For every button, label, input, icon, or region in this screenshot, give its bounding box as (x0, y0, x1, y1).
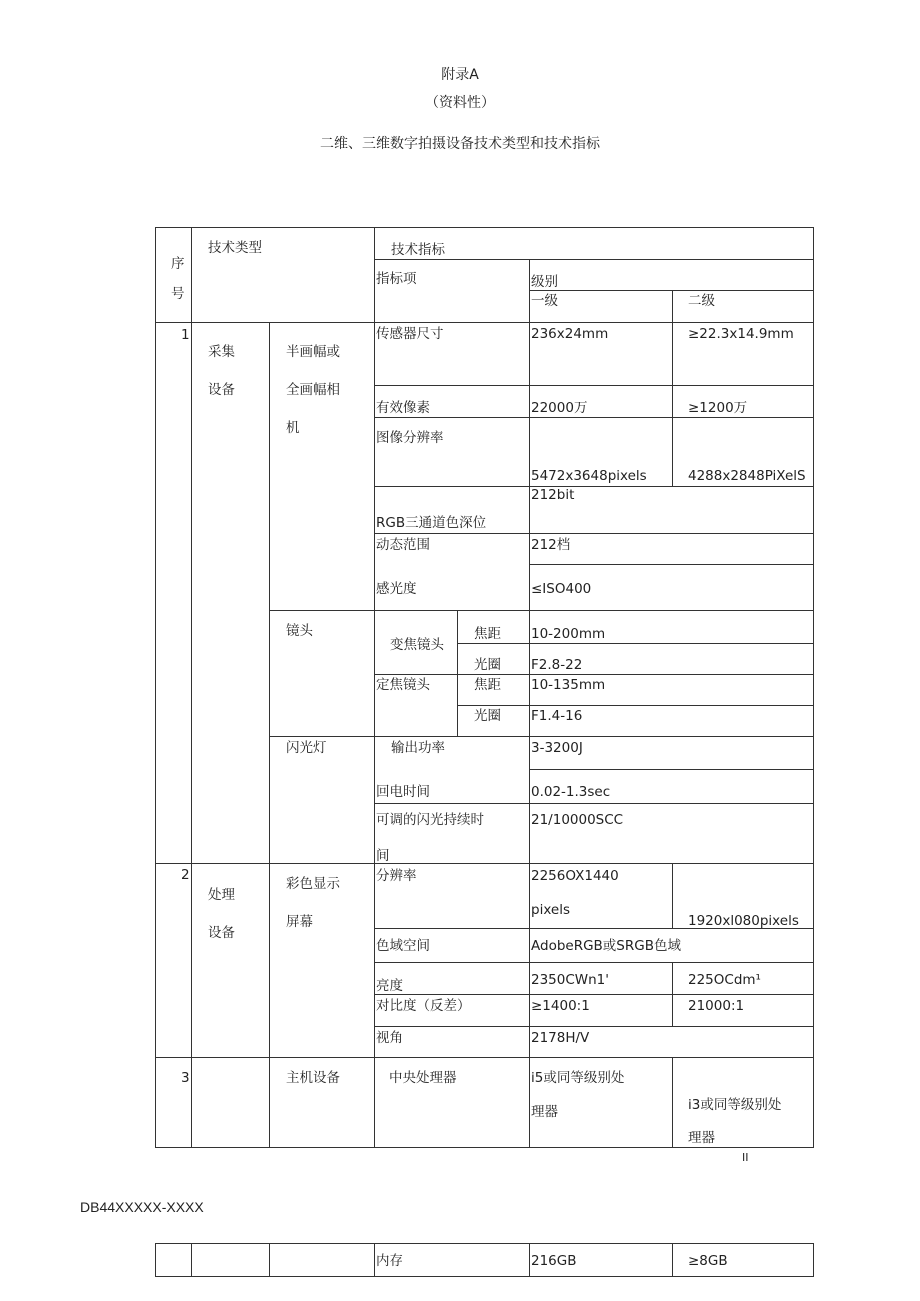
spec-item: 亮度 (376, 978, 403, 994)
spec-item: 感光度 (376, 581, 417, 597)
spec-item: 动态范围 (376, 537, 430, 553)
spec-level1: ≥1400:1 (531, 998, 590, 1014)
spec-item: 回电时间 (376, 784, 430, 800)
spec-item: 可调的闪光持续时 (376, 812, 484, 828)
spec-level2: ≥1200万 (688, 400, 748, 416)
spec-level2: 4288x2848PiXelS (688, 468, 806, 484)
spec-value: 212档 (531, 537, 571, 553)
spec-level2: i3或同等级别处 (688, 1097, 782, 1113)
col-level-header: 级别 (531, 274, 558, 290)
spec-level1: 5472x3648pixels (531, 468, 647, 484)
spec-item: 分辨率 (376, 868, 417, 884)
zoom-lens-label: 变焦镜头 (390, 637, 444, 653)
spec-level2: 21000:1 (688, 998, 745, 1014)
lens-focal-label: 焦距 (474, 626, 501, 642)
col-item-header: 指标项 (376, 271, 417, 287)
page-mark: II (742, 1151, 749, 1164)
spec-value: 212bit (531, 487, 575, 503)
host-type: 主机设备 (286, 1070, 340, 1086)
spec-value: 2178H/V (531, 1030, 590, 1046)
spec-item: RGB三通道色深位 (376, 515, 487, 531)
spec-level1: 2350CWn1' (531, 972, 609, 988)
group-no: 3 (181, 1070, 190, 1086)
spec-value: ≤ISO400 (531, 581, 592, 597)
prime-lens-label: 定焦镜头 (376, 677, 430, 693)
display-type: 彩色显示 (286, 876, 340, 892)
spec-item: 输出功率 (391, 740, 445, 756)
spec-level1: 216GB (531, 1253, 577, 1269)
col-level2-header: 二级 (688, 293, 715, 309)
spec-level1: 22000万 (531, 400, 588, 416)
spec-level2: 225OCdm¹ (688, 972, 761, 988)
group-name: 处理设备 (208, 887, 235, 941)
group-name: 采集设备 (208, 344, 235, 398)
group-no: 1 (181, 327, 190, 343)
spec-level1: i5或同等级别处 (531, 1070, 625, 1086)
spec-level2: ≥22.3x14.9mm (688, 326, 794, 342)
lens-focal-value: 10-200mm (531, 626, 606, 642)
col-seq-header: 序号 (171, 256, 185, 302)
lens-type: 镜头 (286, 623, 313, 639)
lens-aperture-value: F2.8-22 (531, 657, 583, 673)
spec-level1-cont: pixels (531, 902, 570, 918)
spec-value: AdobeRGB或SRGB色域 (531, 938, 681, 954)
lens-aperture-label: 光圈 (474, 657, 501, 673)
spec-value: 3-3200J (531, 740, 583, 756)
lens-focal-value: 10-135mm (531, 677, 606, 693)
spec-item: 色域空间 (376, 938, 430, 954)
appendix-nature: （资料性） (425, 95, 495, 111)
lens-aperture-label: 光圈 (474, 708, 501, 724)
lens-aperture-value: F1.4-16 (531, 708, 583, 724)
spec-item: 内存 (376, 1253, 403, 1269)
spec-level1: 2256OX1440 (531, 868, 619, 884)
spec-item: 图像分辨率 (376, 430, 444, 446)
spec-item-cont: 间 (376, 848, 390, 864)
col-type-header: 技术类型 (208, 240, 262, 256)
spec-level1: 236x24mm (531, 326, 609, 342)
spec-item: 中央处理器 (389, 1070, 457, 1086)
display-type-cont: 屏幕 (286, 914, 313, 930)
document-code: DB44XXXXX-XXXX (80, 1199, 204, 1215)
lens-focal-label: 焦距 (474, 677, 501, 693)
camera-type: 半画幅或全画幅相机 (286, 344, 340, 436)
group-no: 2 (181, 867, 190, 883)
col-level1-header: 一级 (531, 293, 558, 309)
spec-item: 传感器尺寸 (376, 326, 444, 342)
spec-level2: ≥8GB (688, 1253, 728, 1269)
spec-level2: 1920xl080pixels (688, 913, 799, 929)
spec-item: 有效像素 (376, 400, 430, 416)
flash-type: 闪光灯 (286, 740, 327, 756)
spec-level2-cont: 理器 (688, 1130, 715, 1146)
spec-value: 21/10000SCC (531, 812, 624, 828)
spec-value: 0.02-1.3sec (531, 784, 611, 800)
page-title: 二维、三维数字拍摄设备技术类型和技术指标 (320, 136, 600, 152)
spec-level1-cont: 理器 (531, 1104, 558, 1120)
spec-item: 对比度（反差） (376, 998, 471, 1014)
appendix-label: 附录A (441, 67, 479, 83)
spec-item: 视角 (376, 1030, 403, 1046)
col-spec-header: 技术指标 (391, 242, 445, 258)
